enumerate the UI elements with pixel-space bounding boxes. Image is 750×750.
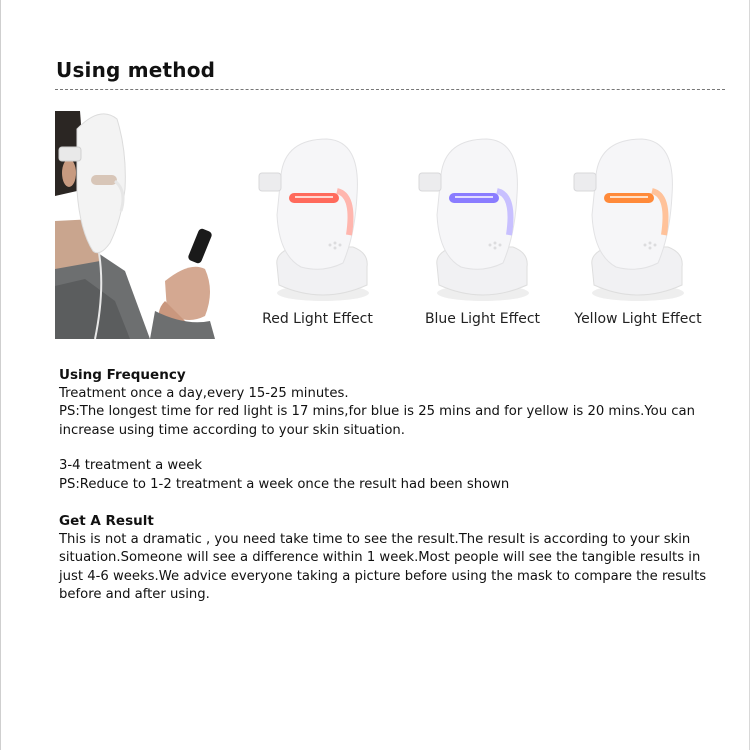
mask-yellow-light-image: [560, 135, 710, 303]
frequency-title: Using Frequency: [59, 367, 186, 383]
frequency-weekly-section: [59, 457, 719, 494]
page-border-left: [0, 0, 1, 750]
frequency-line-4: PS:Reduce to 1-2 treatment a week once the result had been shown: [59, 476, 510, 492]
frequency-section: [59, 366, 719, 440]
mask-red-light-image: [245, 135, 395, 303]
result-title: Get A Result: [59, 513, 154, 529]
frequency-line-3: 3-4 treatment a week: [59, 458, 203, 473]
frequency-line-2: PS:The longest time for red light is 17 mins,for blue is 25 mins and for yellow is 20 mins.You can increase using time according to your skin situation.: [59, 404, 695, 438]
result-section: [59, 512, 719, 605]
section-heading: Using method: [56, 58, 216, 82]
red-light-caption: Red Light Effect: [262, 311, 373, 327]
user-wearing-mask-photo: [55, 111, 215, 339]
result-body: This is not a dramatic , you need take time to see the result.The result is according to your skin situation.Someone will see a difference within 1 week.Most people will see the tangible results in just 4-6 weeks.We advice everyone taking a picture before using the mask to compare the results before and after using.: [59, 531, 707, 602]
dashed-divider: [55, 89, 725, 90]
blue-light-caption: Blue Light Effect: [424, 311, 541, 327]
yellow-light-caption: Yellow Light Effect: [574, 311, 702, 327]
frequency-line-1: Treatment once a day,every 15-25 minutes.: [59, 385, 349, 401]
mask-blue-light-image: [405, 135, 555, 303]
